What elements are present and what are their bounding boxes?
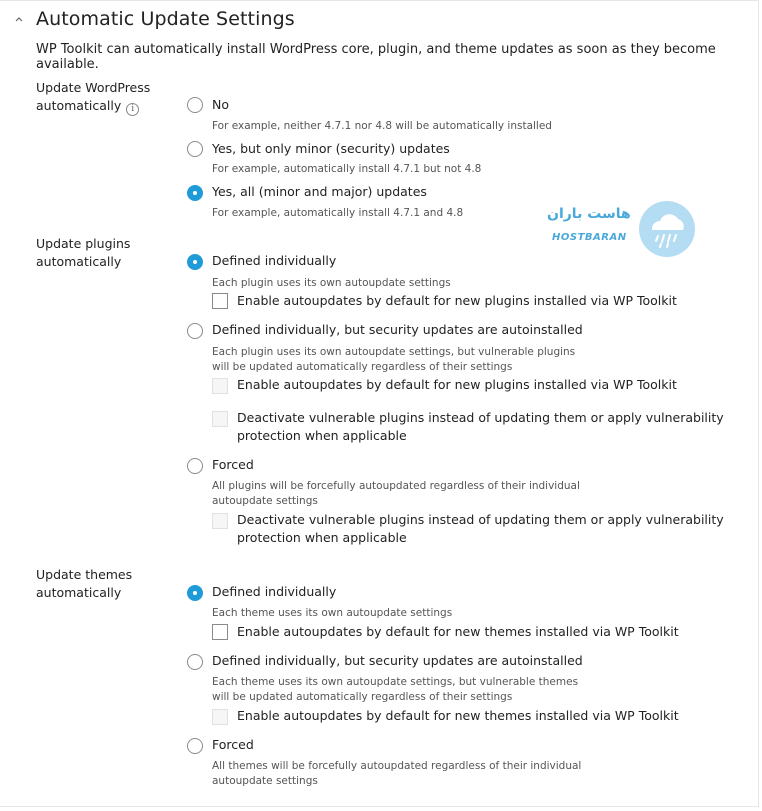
plugins-forced-deactivate-vulnerable-checkbox[interactable]: [212, 513, 228, 529]
themes-radio-forced[interactable]: [187, 738, 203, 754]
cloud-rain-icon: [638, 200, 696, 258]
plugins-radio-individual[interactable]: [187, 254, 203, 270]
plugins-enable-autoupdates-label[interactable]: Enable autoupdates by default for new plugins installed via WP Toolkit: [237, 293, 677, 308]
plugins-security-deactivate-vulnerable-label[interactable]: Deactivate vulnerable plugins instead of updating them or apply vulnerability protection when applicable: [237, 410, 724, 443]
plugins-option-forced-label[interactable]: Forced: [212, 457, 254, 472]
themes-option-security-label[interactable]: Defined individually, but security updates are autoinstalled: [212, 653, 583, 668]
themes-radio-security[interactable]: [187, 654, 203, 670]
plugins-option-forced-hint: All plugins will be forcefully autoupdated regardless of their individual autoupdate settings: [212, 480, 580, 507]
themes-security-enable-autoupdates-checkbox[interactable]: [212, 709, 228, 725]
info-icon[interactable]: i: [126, 103, 139, 116]
plugins-option-security-label[interactable]: Defined individually, but security updates are autoinstalled: [212, 322, 583, 337]
themes-label: Update themes automatically: [36, 567, 133, 600]
watermark-text-fa: هاست باران: [547, 206, 631, 222]
plugins-radio-forced[interactable]: [187, 458, 203, 474]
plugins-radio-security[interactable]: [187, 323, 203, 339]
wordpress-option-no-label[interactable]: No: [212, 97, 229, 112]
plugins-label: Update plugins automatically: [36, 236, 131, 269]
plugins-security-deactivate-vulnerable-checkbox[interactable]: [212, 411, 228, 427]
themes-enable-autoupdates-label[interactable]: Enable autoupdates by default for new themes installed via WP Toolkit: [237, 624, 679, 639]
wordpress-option-minor-label[interactable]: Yes, but only minor (security) updates: [212, 141, 450, 156]
themes-option-forced-hint: All themes will be forcefully autoupdated regardless of their individual autoupdate settings: [212, 760, 582, 787]
plugins-security-enable-autoupdates-checkbox[interactable]: [212, 378, 228, 394]
wordpress-option-all-hint: For example, automatically install 4.7.1 and 4.8: [212, 207, 464, 219]
wordpress-radio-minor[interactable]: [187, 141, 203, 157]
themes-security-enable-autoupdates-label[interactable]: Enable autoupdates by default for new themes installed via WP Toolkit: [237, 708, 679, 723]
plugins-enable-autoupdates-checkbox[interactable]: [212, 293, 228, 309]
wordpress-option-all-label[interactable]: Yes, all (minor and major) updates: [212, 184, 427, 199]
plugins-forced-deactivate-vulnerable-label[interactable]: Deactivate vulnerable plugins instead of updating them or apply vulnerability protection when applicable: [237, 512, 724, 545]
themes-option-individual-label[interactable]: Defined individually: [212, 584, 337, 599]
wordpress-radio-no[interactable]: [187, 97, 203, 113]
plugins-option-security-hint: Each plugin uses its own autoupdate settings, but vulnerable plugins will be updated automatically regardless of their settings: [212, 346, 576, 373]
themes-option-security-hint: Each theme uses its own autoupdate settings, but vulnerable themes will be updated automatically regardless of their settings: [212, 676, 579, 703]
plugins-option-individual-label[interactable]: Defined individually: [212, 253, 337, 268]
section-description: WP Toolkit can automatically install WordPress core, plugin, and theme updates as soon as they become available.: [36, 42, 716, 72]
themes-option-individual-hint: Each theme uses its own autoupdate settings: [212, 607, 453, 619]
hostbaran-watermark-logo: [547, 200, 697, 258]
wordpress-option-no-hint: For example, neither 4.7.1 nor 4.8 will be automatically installed: [212, 120, 552, 132]
themes-enable-autoupdates-checkbox[interactable]: [212, 624, 228, 640]
chevron-up-icon[interactable]: [13, 14, 25, 24]
wordpress-label: Update WordPress automatically i: [36, 80, 151, 114]
wordpress-radio-all[interactable]: [187, 185, 203, 201]
themes-radio-individual[interactable]: [187, 585, 203, 601]
plugins-option-individual-hint: Each plugin uses its own autoupdate settings: [212, 277, 451, 289]
section-title: Automatic Update Settings: [36, 8, 295, 30]
plugins-security-enable-autoupdates-label[interactable]: Enable autoupdates by default for new plugins installed via WP Toolkit: [237, 377, 677, 392]
wordpress-option-minor-hint: For example, automatically install 4.7.1 but not 4.8: [212, 163, 482, 175]
themes-option-forced-label[interactable]: Forced: [212, 737, 254, 752]
watermark-text-en: HOSTBARAN: [552, 232, 627, 243]
